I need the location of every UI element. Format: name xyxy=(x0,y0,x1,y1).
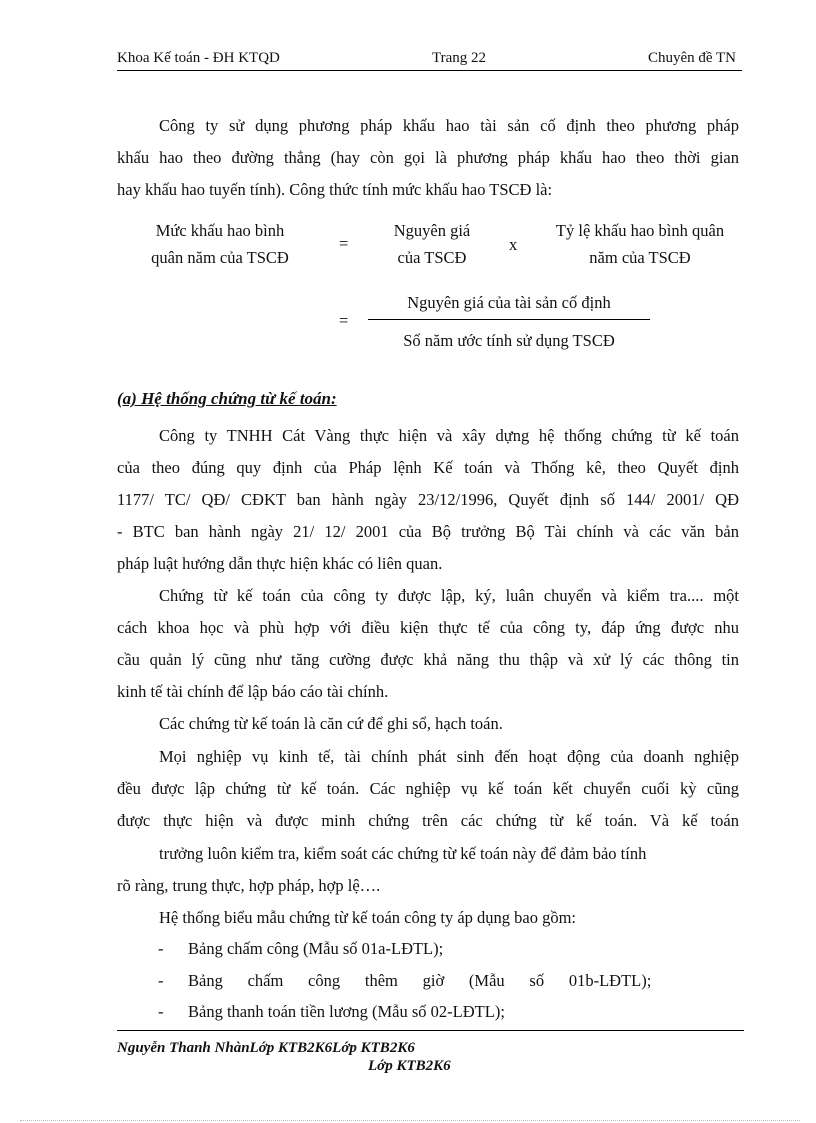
formula-term1-line-2: của TSCĐ xyxy=(397,248,467,267)
header-page-number: Trang 22 xyxy=(432,50,487,66)
bullet-marker: - xyxy=(158,1002,164,1021)
formula-term2-line-2: năm của TSCĐ xyxy=(589,248,691,267)
formula-denominator: Số năm ước tính sử dụng TSCĐ xyxy=(403,331,615,350)
section-heading: (a) Hệ thống chứng từ kế toán: xyxy=(117,389,337,408)
intro-line-3: hay khấu hao tuyến tính). Công thức tính mức khấu hao TSCĐ là: xyxy=(117,180,553,199)
para1-line-4: - BTC ban hành ngày 21/ 12/ 2001 của Bộ trưởng Bộ Tài chính và các văn bản xyxy=(117,522,739,541)
footer-author-line: Nguyễn Thanh NhànLớp KTB2K6Lớp KTB2K6 xyxy=(117,1040,415,1056)
para4-line-5: rõ ràng, trung thực, hợp pháp, hợp lệ…. xyxy=(117,876,381,895)
para5-line-1: Hệ thống biểu mẫu chứng từ kế toán công ty áp dụng bao gồm: xyxy=(159,908,577,927)
intro-line-1: Công ty sử dụng phương pháp khấu hao tài sản cố định theo phương pháp xyxy=(159,116,739,135)
header-faculty: Khoa Kế toán - ĐH KTQD xyxy=(117,50,280,66)
para3-line-1: Các chứng từ kế toán là căn cứ để ghi sổ, hạch toán. xyxy=(159,714,503,733)
para4-line-4: trưởng luôn kiểm tra, kiểm soát các chứng từ kế toán này để đảm bảo tính xyxy=(159,844,647,863)
fraction-bar xyxy=(368,319,650,320)
bullet-item: Bảng thanh toán tiền lương (Mẫu số 02-LĐTL); xyxy=(188,1002,505,1021)
para2-line-1: Chứng từ kế toán của công ty được lập, ký, luân chuyển và kiểm tra.... một xyxy=(159,586,739,605)
footer-class-line: Lớp KTB2K6 xyxy=(368,1058,451,1074)
bullet-item: Bảng chấm công (Mẫu số 01a-LĐTL); xyxy=(188,939,444,958)
para1-line-1: Công ty TNHH Cát Vàng thực hiện và xây dựng hệ thống chứng từ kế toán xyxy=(159,426,739,445)
para1-line-2: của theo đúng quy định của Pháp lệnh Kế toán và Thống kê, theo Quyết định xyxy=(117,458,739,477)
para2-line-3: cầu quản lý cũng như tăng cường được khả năng thu thập và xử lý các thông tin xyxy=(117,650,739,669)
bullet-item: Bảng chấm công thêm giờ (Mẫu số 01b-LĐTL); xyxy=(188,971,652,990)
page-bottom-divider xyxy=(20,1120,800,1121)
formula-equals-sign: = xyxy=(339,234,349,253)
header-topic: Chuyên đề TN xyxy=(647,50,736,66)
para4-line-2: đều được lập chứng từ kế toán. Các nghiệp vụ kế toán kết chuyển cuối kỳ cũng xyxy=(117,779,739,798)
formula-equals-sign-2: = xyxy=(339,311,349,330)
formula-term2-line-1: Tỷ lệ khấu hao bình quân xyxy=(555,221,725,240)
para2-line-4: kinh tế tài chính để lập báo cáo tài chính. xyxy=(117,682,389,701)
bullet-marker: - xyxy=(158,939,164,958)
formula-lhs-line-2: quân năm của TSCĐ xyxy=(151,248,289,267)
para4-line-1: Mọi nghiệp vụ kinh tế, tài chính phát sinh đến hoạt động của doanh nghiệp xyxy=(159,747,739,766)
intro-line-2: khấu hao theo đường thẳng (hay còn gọi là phương pháp khấu hao theo thời gian xyxy=(117,148,739,167)
para1-line-3: 1177/ TC/ QĐ/ CĐKT ban hành ngày 23/12/1996, Quyết định số 144/ 2001/ QĐ xyxy=(117,490,739,509)
para2-line-2: cách khoa học và phù hợp với điều kiện thực tế của công ty, đáp ứng được nhu xyxy=(117,618,739,637)
formula-lhs-line-1: Mức khấu hao bình xyxy=(155,221,285,240)
para1-line-5: pháp luật hướng dẫn thực hiện khác có liên quan. xyxy=(117,554,443,573)
para4-line-3: được thực hiện và được minh chứng trên các chứng từ kế toán. Và kế toán xyxy=(117,811,739,830)
footer-rule xyxy=(117,1030,744,1031)
formula-term1-line-1: Nguyên giá xyxy=(393,221,471,240)
page-header xyxy=(117,48,742,71)
formula-times-sign: x xyxy=(509,235,518,254)
bullet-marker: - xyxy=(158,971,164,990)
formula-numerator: Nguyên giá của tài sản cố định xyxy=(407,293,611,312)
